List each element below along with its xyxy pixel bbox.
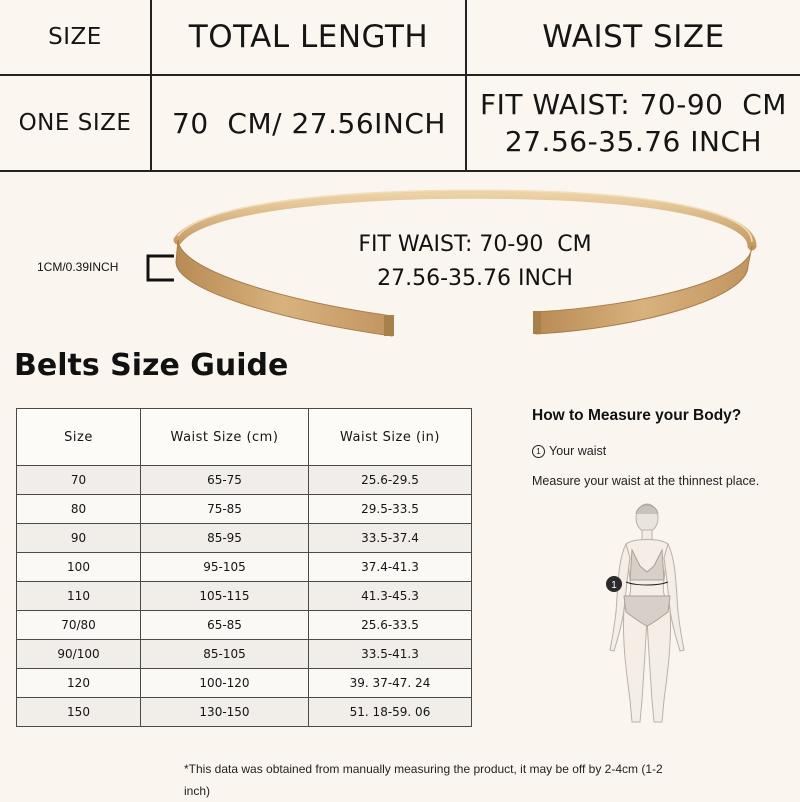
column-header-size: Size	[17, 409, 141, 466]
waist-cm-cell: 130-150	[141, 698, 309, 727]
belt-fit-line2: 27.56-35.76 INCH	[377, 266, 573, 291]
column-header-waist-cm: Waist Size (cm)	[141, 409, 309, 466]
spec-waist-line2: 27.56-35.76 INCH	[504, 125, 763, 158]
table-row	[17, 669, 472, 698]
belt-fit-text	[345, 228, 605, 296]
waist-cm-cell: 65-85	[141, 611, 309, 640]
waist-in-cell: 33.5-37.4	[309, 524, 472, 553]
size-cell: 150	[17, 698, 141, 727]
table-row	[17, 495, 472, 524]
spec-header-waist-size: WAIST SIZE	[466, 0, 800, 75]
waist-cm-cell: 75-85	[141, 495, 309, 524]
waist-cm-cell: 100-120	[141, 669, 309, 698]
waist-cm-cell: 85-95	[141, 524, 309, 553]
size-cell: 80	[17, 495, 141, 524]
belt-fit-line1: FIT WAIST: 70-90 CM	[358, 232, 592, 257]
measure-step	[532, 444, 606, 458]
waist-in-cell: 29.5-33.5	[309, 495, 472, 524]
waist-marker-label: 1	[611, 580, 617, 591]
spec-waist-value	[466, 75, 800, 171]
column-header-waist-in: Waist Size (in)	[309, 409, 472, 466]
table-row	[17, 466, 472, 495]
spec-size-value: ONE SIZE	[0, 75, 151, 171]
waist-in-cell: 37.4-41.3	[309, 553, 472, 582]
belt-width-label: 1CM/0.39INCH	[37, 260, 119, 274]
spec-waist-line1: FIT WAIST: 70-90 CM	[480, 88, 787, 121]
body-figure-illustration	[592, 500, 702, 730]
table-row	[17, 553, 472, 582]
measure-description: Measure your waist at the thinnest place.	[532, 474, 760, 488]
footnote: *This data was obtained from manually measuring the product, it may be off by 2-4cm (1-2 inch)	[184, 762, 663, 798]
table-row	[17, 582, 472, 611]
waist-cm-cell: 95-105	[141, 553, 309, 582]
size-guide-title: Belts Size Guide	[14, 348, 289, 383]
waist-in-cell: 25.6-33.5	[309, 611, 472, 640]
size-cell: 120	[17, 669, 141, 698]
waist-in-cell: 41.3-45.3	[309, 582, 472, 611]
size-cell: 90/100	[17, 640, 141, 669]
spec-header-size: SIZE	[0, 0, 151, 75]
size-cell: 90	[17, 524, 141, 553]
spec-table	[0, 0, 800, 172]
size-cell: 110	[17, 582, 141, 611]
waist-in-cell: 25.6-29.5	[309, 466, 472, 495]
width-bracket	[148, 256, 174, 280]
waist-cm-cell: 105-115	[141, 582, 309, 611]
spec-total-length-value: 70 CM/ 27.56INCH	[151, 75, 466, 171]
table-row	[17, 698, 472, 727]
waist-in-cell: 33.5-41.3	[309, 640, 472, 669]
size-guide-header-row	[17, 409, 472, 466]
spec-header-row	[0, 0, 800, 75]
waist-in-cell: 51. 18-59. 06	[309, 698, 472, 727]
measure-title: How to Measure your Body?	[532, 407, 742, 424]
size-cell: 70/80	[17, 611, 141, 640]
table-row	[17, 640, 472, 669]
size-cell: 70	[17, 466, 141, 495]
waist-in-cell: 39. 37-47. 24	[309, 669, 472, 698]
step-number-badge: 1	[532, 445, 545, 458]
waist-cm-cell: 65-75	[141, 466, 309, 495]
table-row	[17, 524, 472, 553]
table-row	[17, 611, 472, 640]
spec-value-row	[0, 75, 800, 171]
size-guide-table	[16, 408, 472, 727]
waist-cm-cell: 85-105	[141, 640, 309, 669]
size-cell: 100	[17, 553, 141, 582]
step-label: Your waist	[549, 444, 607, 458]
spec-header-total-length: TOTAL LENGTH	[151, 0, 466, 75]
